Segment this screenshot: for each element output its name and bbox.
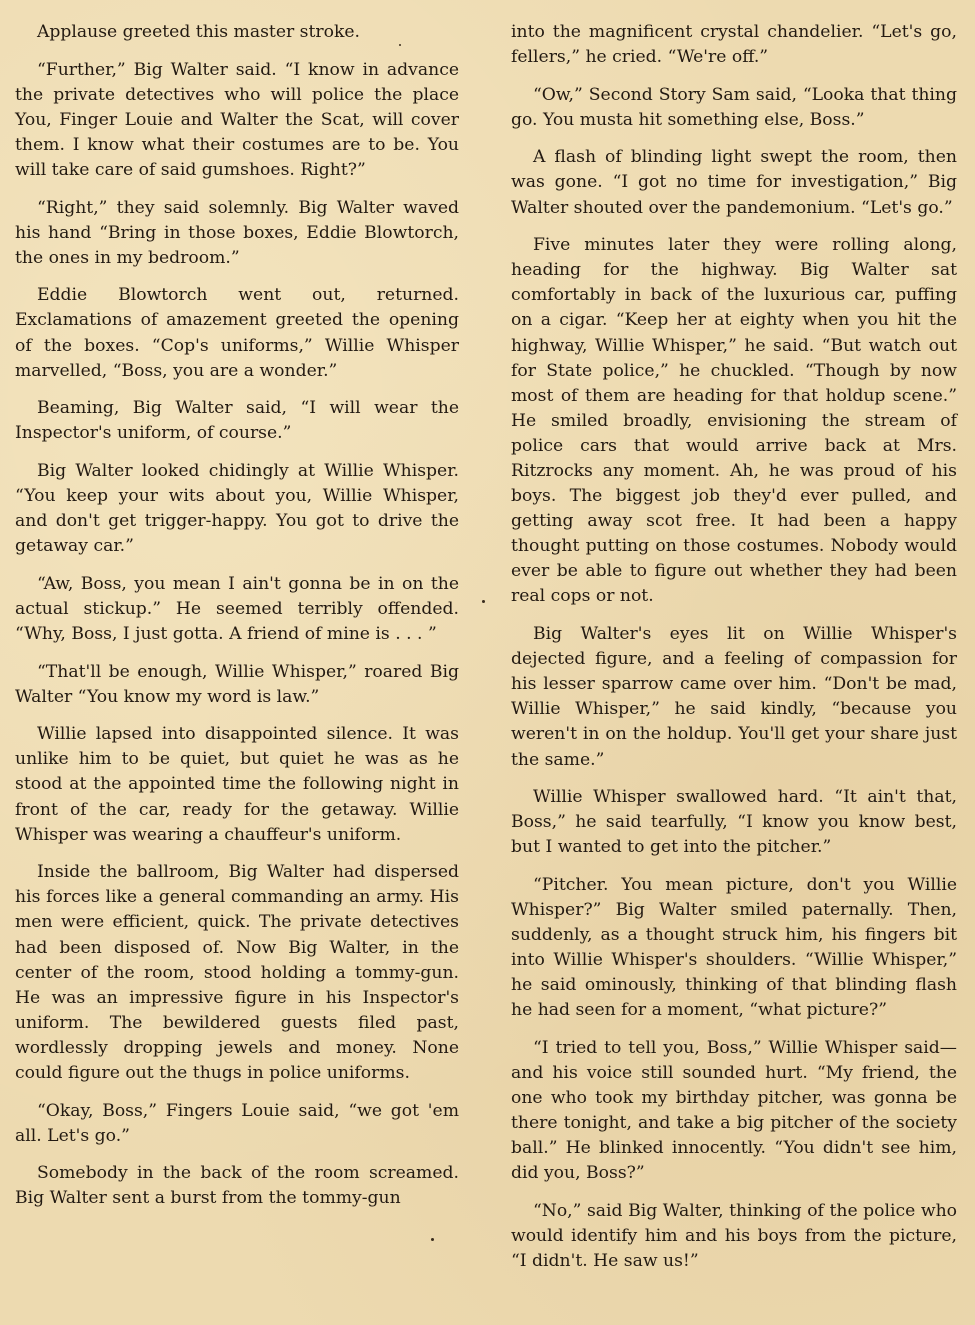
paragraph: Inside the ballroom, Big Walter had dispersed his forces like a general commanding an army. His men were efficient, quick. The private detectives had been disposed of. Now Big Walter, in the center of the room, stood holding a tommy-gun. He was an impressive figure in his Inspector's uniform. The bewildered guests filed past, wordlessly dropping jewels and money. None could figure out the thugs in police uniforms. — [15, 862, 459, 1083]
paragraph: Five minutes later they were rolling along, heading for the highway. Big Walter sat comfortably in back of the luxurious car, puffing on a cigar. “Keep her at eighty when you hit the highway, Willie Whisper,” he said. “But watch out for State police,” he chuckled. “Though by now most of them are heading for that holdup scene.” He smiled broadly, envisioning the stream of police cars that would arrive back at Mrs. Ritzrocks any moment. Ah, he was proud of his boys. The biggest job they'd ever pulled, and getting away scot free. It had been a happy thought putting on those costumes. Nobody would ever be able to figure out whether they had been real cops or not. — [511, 235, 957, 607]
paragraph: “Okay, Boss,” Fingers Louie said, “we got 'em all. Let's go.” — [15, 1100, 459, 1146]
paragraph: Big Walter looked chidingly at Willie Whisper. “You keep your wits about you, Willie Whisper, and don't get trigger-happy. You got to drive the getaway car.” — [15, 460, 459, 557]
right-text-column — [511, 20, 957, 1274]
paragraph: Beaming, Big Walter said, “I will wear the Inspector's uniform, of course.” — [15, 398, 459, 444]
paragraph: “No,” said Big Walter, thinking of the police who would identify him and his boys from the picture, “I didn't. He saw us!” — [511, 1201, 957, 1272]
ink-speck — [431, 1238, 434, 1241]
paragraph: “Pitcher. You mean picture, don't you Willie Whisper?” Big Walter smiled paternally. Then, suddenly, as a thought struck him, his fingers bit into Willie Whisper's shoulders. “Willie Whisper,” he said ominously, thinking of that blinding flash he had seen for a moment, “what picture?” — [511, 874, 957, 1021]
ink-speck — [399, 44, 401, 46]
paragraph: Big Walter's eyes lit on Willie Whisper's dejected figure, and a feeling of compassion for his lesser sparrow came over him. “Don't be mad, Willie Whisper,” he said kindly, “because you weren't in on the holdup. You'll get your share just the same.” — [511, 624, 957, 770]
paragraph: “Right,” they said solemnly. Big Walter waved his hand “Bring in those boxes, Eddie Blowtorch, the ones in my bedroom.” — [15, 197, 459, 268]
paragraph: Willie Whisper swallowed hard. “It ain't that, Boss,” he said tearfully, “I know you know best, but I wanted to get into the pitcher.” — [511, 787, 957, 858]
ink-speck — [482, 600, 485, 603]
paragraph: “Further,” Big Walter said. “I know in advance the private detectives who will police the place You, Finger Louie and Walter the Scat, will cover them. I know what their costumes are to be. You will take care of said gumshoes. Right?” — [15, 59, 459, 180]
paragraph: “Ow,” Second Story Sam said, “Looka that thing go. You musta hit something else, Boss.” — [511, 84, 957, 130]
paragraph: A flash of blinding light swept the room, then was gone. “I got no time for investigation,” Big Walter shouted over the pandemonium. “Let's go.” — [511, 147, 957, 218]
paragraph: Eddie Blowtorch went out, returned. Exclamations of amazement greeted the opening of the boxes. “Cop's uniforms,” Willie Whisper marvelled, “Boss, you are a wonder.” — [15, 285, 459, 381]
paragraph: “Aw, Boss, you mean I ain't gonna be in on the actual stickup.” He seemed terribly offended. “Why, Boss, I just gotta. A friend of mine is . . . ” — [15, 573, 459, 644]
paragraph: Applause greeted this master stroke. — [37, 22, 361, 42]
paragraph: “That'll be enough, Willie Whisper,” roared Big Walter “You know my word is law.” — [15, 661, 459, 707]
paragraph: Willie lapsed into disappointed silence. It was unlike him to be quiet, but quiet he was as he stood at the appointed time the following night in front of the car, ready for the getaway. Willie Whisper was wearing a chauffeur's uniform. — [15, 724, 459, 845]
paragraph: Somebody in the back of the room screamed. Big Walter sent a burst from the tommy-gun — [15, 1163, 459, 1209]
paragraph: into the magnificent crystal chandelier. “Let's go, fellers,” he cried. “We're off.” — [511, 22, 957, 68]
left-text-column — [15, 20, 459, 1211]
paragraph: “I tried to tell you, Boss,” Willie Whisper said—and his voice still sounded hurt. “My friend, the one who took my birthday pitcher, was gonna be there tonight, and take a big pitcher of the society ball.” He blinked innocently. “You didn't see him, did you, Boss?” — [511, 1037, 957, 1184]
